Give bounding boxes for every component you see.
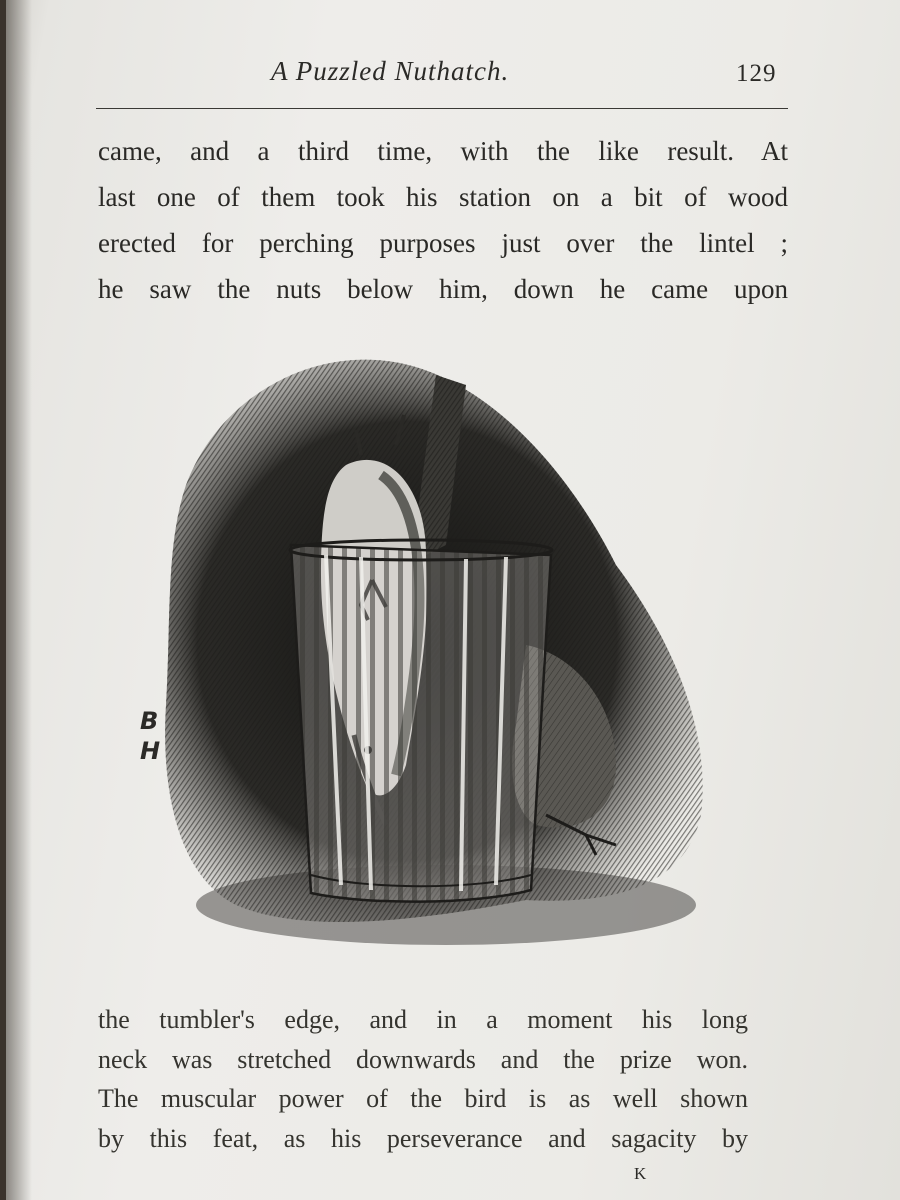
text-line: last one of them took his station on a bit of wood	[98, 182, 788, 212]
body-text-bottom	[98, 1000, 748, 1158]
text-line: the tumbler's edge, and in a moment his long	[98, 1005, 748, 1034]
page-gutter-shadow	[6, 0, 32, 1200]
text-line: erected for perching purposes just over the lintel ;	[98, 228, 788, 258]
book-page	[6, 0, 900, 1200]
glass-tumbler	[290, 540, 552, 902]
running-head: A Puzzled Nuthatch.	[271, 56, 510, 86]
page-number: 129	[736, 60, 777, 87]
text-line: by this feat, as his perseverance and sagacity by	[98, 1123, 748, 1153]
text-line: The muscular power of the bird is as well shown	[98, 1084, 748, 1113]
nuthatch-engraving	[146, 345, 726, 965]
body-text-top	[98, 128, 788, 312]
text-line: came, and a third time, with the like result. At	[98, 136, 788, 166]
artist-initials: B H	[140, 707, 161, 765]
text-line: neck was stretched downwards and the prize won.	[98, 1044, 748, 1074]
header-rule	[96, 108, 788, 109]
signature-mark: K	[634, 1164, 648, 1183]
text-line: he saw the nuts below him, down he came upon	[98, 274, 788, 304]
